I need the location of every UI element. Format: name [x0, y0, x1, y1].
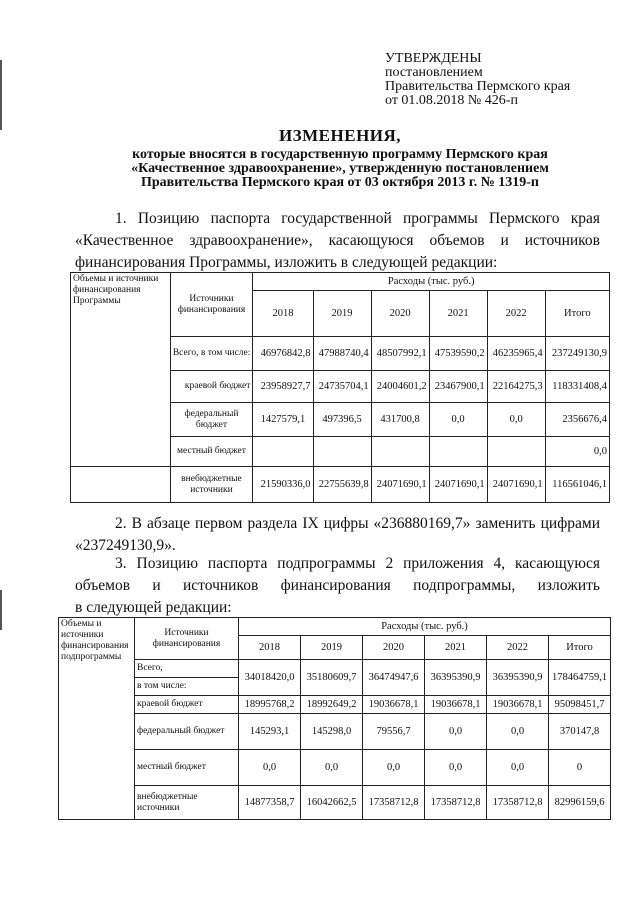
- cell-value: 0: [549, 750, 611, 786]
- cell-value: 0,0: [425, 750, 487, 786]
- table-row: [71, 467, 610, 503]
- document-title: ИЗМЕНЕНИЯ,: [278, 126, 402, 145]
- year-header: 2021: [425, 636, 487, 660]
- cell-value: [313, 437, 371, 467]
- cell-value: 24735704,1: [313, 371, 371, 403]
- cell-value: 178464759,1: [549, 660, 611, 696]
- cell-value: 2356676,4: [545, 403, 609, 437]
- approval-line: УТВЕРЖДЕНЫ: [385, 51, 482, 66]
- item3-line: 3. Позицию паспорта подпрограммы 2 приложения 4, касающуюся: [115, 555, 600, 572]
- cell-value: 0,0: [363, 750, 425, 786]
- cell-value: 21590336,0: [253, 467, 313, 503]
- cell-value: 1427579,1: [253, 403, 313, 437]
- cell-value: 0,0: [487, 714, 549, 750]
- approval-line: Правительства Пермского края: [385, 79, 571, 94]
- row-label: федеральный бюджет: [170, 403, 253, 437]
- document-subtitle: [60, 148, 620, 190]
- cell-value: 0,0: [301, 750, 363, 786]
- cell-value: 95098451,7: [549, 696, 611, 714]
- cell-value: 48507992,1: [371, 337, 429, 371]
- row-label: федеральный бюджет: [135, 714, 239, 750]
- year-header: 2018: [239, 636, 301, 660]
- table-row: [59, 660, 611, 678]
- item2-paragraph: [75, 513, 600, 557]
- cell-value: [487, 437, 545, 467]
- cell-value: 22755639,8: [313, 467, 371, 503]
- year-header: 2020: [363, 636, 425, 660]
- year-header: Итого: [545, 291, 609, 337]
- cell-value: 18992649,2: [301, 696, 363, 714]
- row-label: местный бюджет: [170, 437, 253, 467]
- row-label: внебюджетные источники: [135, 786, 239, 820]
- cell-value: 0,0: [239, 750, 301, 786]
- cell-value: 0,0: [487, 750, 549, 786]
- cell-value: 145293,1: [239, 714, 301, 750]
- table-row: [59, 786, 611, 820]
- cell-value: 0,0: [487, 403, 545, 437]
- cell-value: 36395390,9: [425, 660, 487, 696]
- cell-value: 0,0: [425, 714, 487, 750]
- cell-value: 82996159,6: [549, 786, 611, 820]
- table-row: [59, 714, 611, 750]
- item3-line: в следующей редакции:: [75, 599, 232, 616]
- cell-value: 118331408,4: [545, 371, 609, 403]
- year-header: 2022: [487, 291, 545, 337]
- item3-line: объемов и источников финансирования подпрограммы, изложить: [75, 577, 600, 594]
- cell-value: 36474947,6: [363, 660, 425, 696]
- cell-value: 24071690,1: [487, 467, 545, 503]
- cell-value: 47539590,2: [429, 337, 487, 371]
- table-subprogram-financing: [58, 617, 611, 820]
- scan-edge-mark: [0, 60, 2, 130]
- item2-line: 2. В абзаце первом раздела IX цифры «236880169,7» заменить цифрами: [115, 515, 600, 532]
- cell-value: 36395390,9: [487, 660, 549, 696]
- cell-value: 19036678,1: [363, 696, 425, 714]
- cell-value: [253, 437, 313, 467]
- cell-value: 19036678,1: [487, 696, 549, 714]
- row-label: краевой бюджет: [135, 696, 239, 714]
- sources-header: Источники финансирования: [170, 273, 253, 337]
- cell-value: 370147,8: [549, 714, 611, 750]
- cell-value: 16042662,5: [301, 786, 363, 820]
- approval-line: постановлением: [385, 65, 483, 80]
- row-label: местный бюджет: [135, 750, 239, 786]
- cell-value: 24004601,2: [371, 371, 429, 403]
- year-header: 2020: [371, 291, 429, 337]
- row-label: краевой бюджет: [170, 371, 253, 403]
- cell-value: 46976842,8: [253, 337, 313, 371]
- row-label: Всего,: [135, 660, 239, 678]
- item1-line: «Качественное здравоохранение», касающуюся объемов и источников: [75, 232, 600, 249]
- approval-line: от 01.08.2018 № 426-п: [385, 93, 518, 108]
- cell-value: 17358712,8: [487, 786, 549, 820]
- cell-value: 0,0: [429, 403, 487, 437]
- item1-paragraph: [75, 208, 600, 274]
- left-header: Объемы и источники финансирования подпрограммы: [59, 618, 135, 820]
- cell-value: 22164275,3: [487, 371, 545, 403]
- cell-value: 237249130,9: [545, 337, 609, 371]
- cell-value: 35180609,7: [301, 660, 363, 696]
- item1-line: финансирования Программы, изложить в следующей редакции:: [75, 254, 498, 271]
- year-header: 2019: [301, 636, 363, 660]
- cell-value: 145298,0: [301, 714, 363, 750]
- expenses-header: Расходы (тыс. руб.): [239, 618, 611, 636]
- cell-value: 116561046,1: [545, 467, 609, 503]
- table-program-financing: [70, 272, 610, 503]
- cell-value: 23958927,7: [253, 371, 313, 403]
- row-label: в том числе:: [135, 678, 239, 696]
- cell-value: 14877358,7: [239, 786, 301, 820]
- cell-value: [429, 437, 487, 467]
- year-header: Итого: [549, 636, 611, 660]
- cell-value: [371, 437, 429, 467]
- cell-value: 79556,7: [363, 714, 425, 750]
- cell-value: 497396,5: [313, 403, 371, 437]
- year-header: 2021: [429, 291, 487, 337]
- cell-value: 0,0: [545, 437, 609, 467]
- cell-value: 24071690,1: [371, 467, 429, 503]
- left-header: Объемы и источники финансирования Программы: [71, 273, 171, 467]
- cell-value: 47988740,4: [313, 337, 371, 371]
- item2-line: «237249130,9».: [75, 537, 176, 554]
- cell-value: 19036678,1: [425, 696, 487, 714]
- cell-value: 18995768,2: [239, 696, 301, 714]
- row-label: Всего, в том числе:: [170, 337, 253, 371]
- table-row: [59, 696, 611, 714]
- cell-value: 34018420,0: [239, 660, 301, 696]
- cell-value: 46235965,4: [487, 337, 545, 371]
- cell-value: 431700,8: [371, 403, 429, 437]
- sources-header: Источники финансирования: [135, 618, 239, 660]
- subtitle-line: «Качественное здравоохранение», утвержденную постановлением: [131, 161, 549, 176]
- cell-value: 17358712,8: [363, 786, 425, 820]
- item3-paragraph: [75, 553, 600, 619]
- expenses-header: Расходы (тыс. руб.): [253, 273, 610, 291]
- cell-value: 17358712,8: [425, 786, 487, 820]
- cell-value: 24071690,1: [429, 467, 487, 503]
- subtitle-line: Правительства Пермского края от 03 октября 2013 г. № 1319-п: [140, 175, 539, 190]
- year-header: 2022: [487, 636, 549, 660]
- blank-cell: [71, 467, 171, 503]
- scan-edge-mark: [0, 590, 2, 630]
- cell-value: 23467900,1: [429, 371, 487, 403]
- item1-line: 1. Позицию паспорта государственной программы Пермского края: [115, 210, 600, 227]
- row-label: внебюджетные источники: [170, 467, 253, 503]
- year-header: 2018: [253, 291, 313, 337]
- year-header: 2019: [313, 291, 371, 337]
- subtitle-line: которые вносятся в государственную программу Пермского края: [132, 147, 548, 162]
- approval-block: [385, 52, 570, 108]
- table-row: [59, 750, 611, 786]
